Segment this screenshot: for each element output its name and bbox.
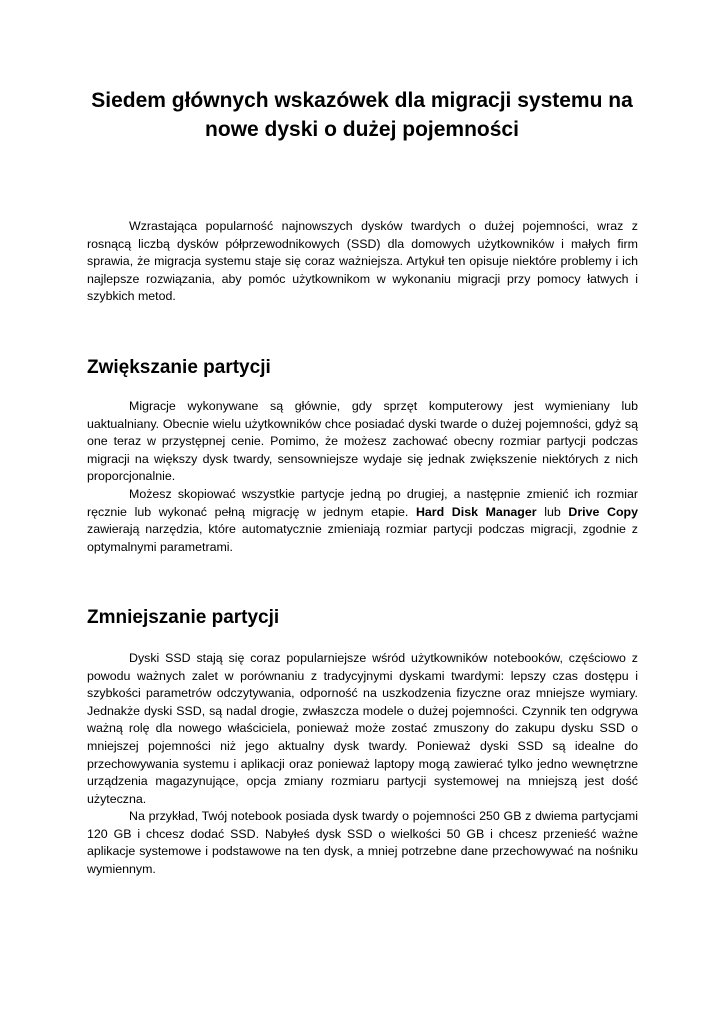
section1-p2-text-1: Możesz skopiować wszystkie partycje jedną po drugiej, a następnie zmienić ich rozmiar ręcznie lub wykonać pełną migrację w jednym etapie.: [87, 487, 638, 519]
section1-paragraph-2: [87, 486, 638, 556]
section1-p2-text-3: zawierają narzędzia, które automatycznie zmieniają rozmiar partycji podczas migracji, zgodnie z optymalnymi parametrami.: [87, 522, 638, 554]
title-line-1: Siedem głównych wskazówek dla migracji systemu na: [91, 89, 633, 112]
section2-paragraph-2: Na przykład, Twój notebook posiada dysk twardy o pojemności 250 GB z dwiema partycjami 120 GB i chcesz dodać SSD. Nabyłeś dysk SSD o wielkości 50 GB i chcesz przenieść ważne aplikacje systemowe i podstawowe na ten dysk, a mniej potrzebne dane przechowywać na nośniku wymiennym.: [87, 809, 638, 876]
section-heading-decrease: Zmniejszanie partycji: [87, 607, 280, 628]
intro-paragraph: Wzrastająca popularność najnowszych dysków twardych o dużej pojemności, wraz z rosnącą liczbą dysków półprzewodnikowych (SSD) dla domowych użytkowników i małych firm sprawia, że migracja systemu staje się coraz ważniejsza. Artykuł ten opisuje niektóre problemy i ich najlepsze rozwiązania, aby pomóc użytkownikom w wykonaniu migracji przy pomocy łatwych i szybkich metod.: [87, 219, 638, 304]
product-name-hdm: Hard Disk Manager: [415, 504, 537, 519]
title-line-2: nowe dyski o dużej pojemności: [205, 118, 519, 141]
section1-p2-text-2: lub: [544, 504, 561, 519]
section2-paragraph-1: Dyski SSD stają się coraz popularniejsze wśród użytkowników notebooków, częściowo z powodu ważnych zalet w porównaniu z tradycyjnymi dyskami twardymi: lepszy czas dostępu i szybkości parametrów odczytywania, odporność na uszkodzenia fizyczne oraz mniejsze wymiary. Jednakże dyski SSD, są nadal drogie, zwłaszcza modele o dużej pojemności. Czynnik ten odgrywa ważną rolę dla nowego właściciela, ponieważ może zostać zmuszony do zakupu dysku SSD o mniejszej pojemności niż jego aktualny dysk twardy. Ponieważ dyski SSD są idealne do przechowywania systemu i aplikacji oraz ponieważ laptopy mogą zawierać tylko jedno wewnętrzne urządzenia magazynujące, opcja zmiany rozmiaru partycji systemowej na mniejszą jest dość użyteczna.: [87, 651, 638, 806]
section1-paragraph-1: Migracje wykonywane są głównie, gdy sprzęt komputerowy jest wymieniany lub uaktualniany. Obecnie wielu użytkowników chce posiadać dyski twarde o dużej pojemności, gdyż są one teraz w przystępnej cenie. Pomimo, że możesz zachować obecny rozmiar partycji podczas migracji na większy dysk twardy, sensowniejsze wydaje się jednak zwiększenie niektórych z nich proporcjonalnie.: [87, 399, 638, 484]
section-heading-increase: Zwiększanie partycji: [87, 357, 271, 378]
product-name-drive-copy: Drive Copy: [568, 504, 639, 519]
document-title: [60, 86, 664, 144]
